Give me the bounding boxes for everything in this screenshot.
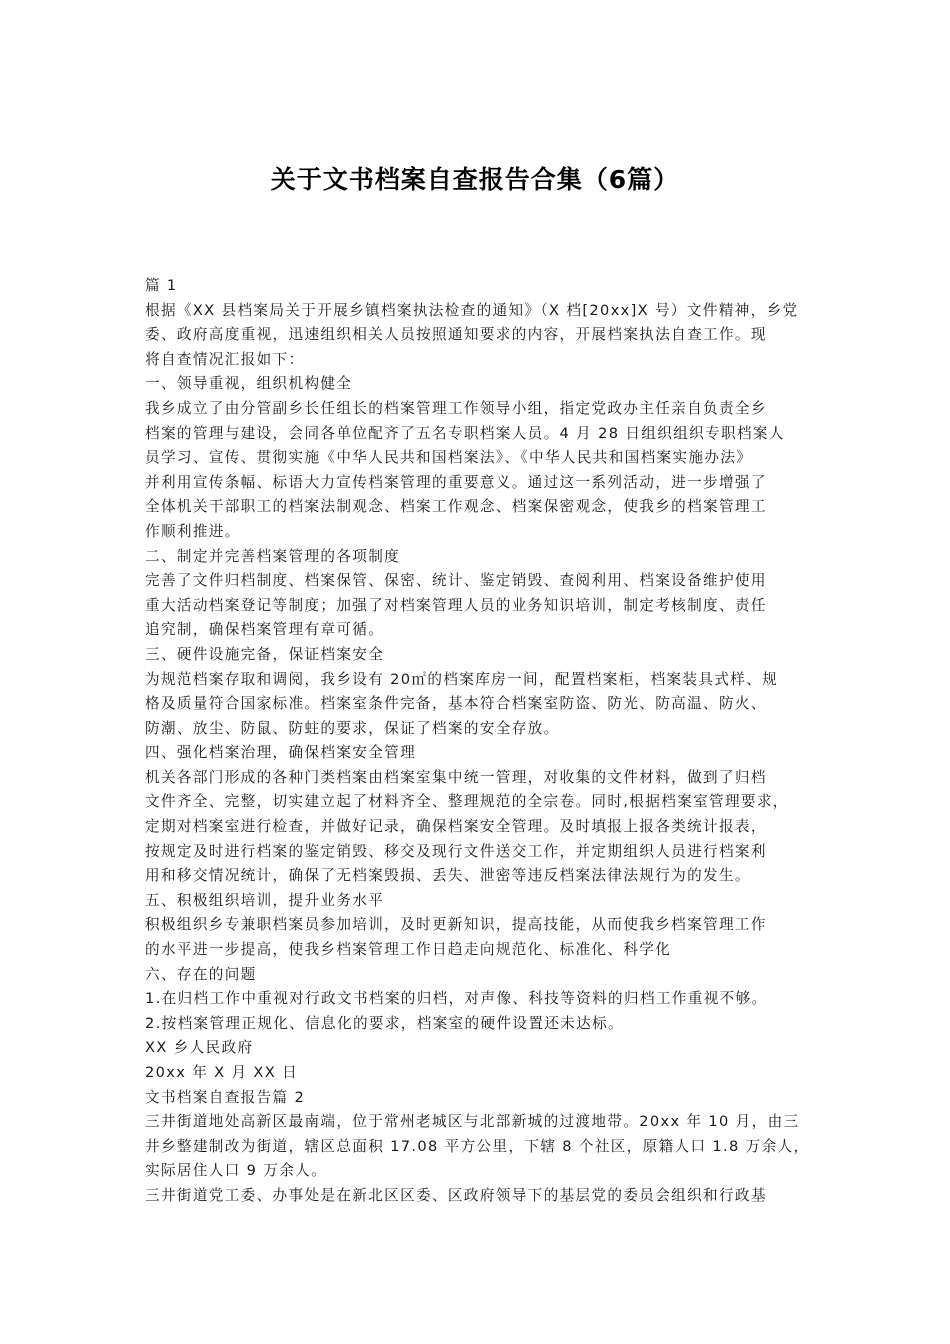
signature-date: 20xx 年 X 月 XX 日 bbox=[145, 1064, 299, 1081]
text-line: 档案的管理与建设，会同各单位配齐了五名专职档案人员。4 月 28 日组织组织专职档案人 bbox=[145, 424, 785, 442]
text-line: 实际居住人口 9 万余人。 bbox=[145, 1162, 328, 1180]
document-body bbox=[145, 274, 825, 1209]
document-title: 关于文书档案自查报告合集（6篇） bbox=[270, 165, 680, 194]
text-line: 定期对档案室进行检查，并做好记录，确保档案安全管理。及时填报上报各类统计报表， bbox=[145, 818, 767, 836]
text-line: 2.按档案管理正规化、信息化的要求，档案室的硬件设置还未达标。 bbox=[145, 1014, 624, 1032]
part-heading: 文书档案自查报告篇 2 bbox=[145, 1088, 306, 1106]
signature-org: XX 乡人民政府 bbox=[145, 1039, 254, 1057]
text-line: 用和移交情况统计，确保了无档案毁损、丢失、泄密等违反档案法律法规行为的发生。 bbox=[145, 867, 751, 885]
text-line: 的水平进一步提高，使我乡档案管理工作日趋走向规范化、标准化、科学化 bbox=[145, 941, 672, 959]
text-line: 格及质量符合国家标准。档案室条件完备，基本符合档案室防盗、防光、防高温、防火、 bbox=[145, 695, 767, 713]
text-line: 委、政府高度重视，迅速组织相关人员按照通知要求的内容，开展档案执法自查工作。现 bbox=[145, 326, 767, 344]
text-line: 并利用宣传条幅、标语大力宣传档案管理的重要意义。通过这一系列活动，进一步增强了 bbox=[145, 473, 767, 491]
text-line: 文件齐全、完整，切实建立起了材料齐全、整理规范的全宗卷。同时,根据档案室管理要求， bbox=[145, 793, 789, 811]
section-heading: 四、强化档案治理，确保档案安全管理 bbox=[145, 744, 417, 762]
text-line: 追究制，确保档案管理有章可循。 bbox=[145, 621, 385, 639]
text-line: 机关各部门形成的各种门类档案由档案室集中统一管理，对收集的文件材料，做到了归档 bbox=[145, 768, 767, 786]
section-heading: 二、制定并完善档案管理的各项制度 bbox=[145, 547, 401, 565]
text-line: 重大活动档案登记等制度；加强了对档案管理人员的业务知识培训，制定考核制度、责任 bbox=[145, 596, 767, 614]
text-line: 全体机关干部职工的档案法制观念、档案工作观念、档案保密观念，使我乡的档案管理工 bbox=[145, 498, 767, 516]
section-heading: 三、硬件设施完备，保证档案安全 bbox=[145, 645, 385, 663]
text-line: 为规范档案存取和调阅，我乡设有 20㎡的档案库房一间，配置档案柜，档案装具式样、规 bbox=[145, 670, 779, 688]
text-line: 三井街道党工委、办事处是在新北区区委、区政府领导下的基层党的委员会组织和行政基 bbox=[145, 1186, 767, 1204]
section-heading: 六、存在的问题 bbox=[145, 965, 257, 983]
text-line: 三井街道地处高新区最南端，位于常州老城区与北部新城的过渡地带。20xx 年 10 月，由三 bbox=[145, 1113, 800, 1131]
text-line: 1.在归档工作中重视对行政文书档案的归档，对声像、科技等资料的归档工作重视不够。 bbox=[145, 990, 768, 1008]
text-line: 员学习、宣传、贯彻实施《中华人民共和国档案法》、《中华人民共和国档案实施办法》 bbox=[145, 449, 753, 467]
text-line: 篇 1 bbox=[145, 277, 178, 294]
text-line: 积极组织乡专兼职档案员参加培训，及时更新知识，提高技能，从而使我乡档案管理工作 bbox=[145, 916, 767, 934]
text-line: 井乡整建制改为街道，辖区总面积 17.08 平方公里，下辖 8 个社区，原籍人口 1.8 万余人， bbox=[145, 1137, 810, 1155]
text-line: 将自查情况汇报如下： bbox=[145, 350, 305, 368]
text-line: 防潮、放尘、防鼠、防蛀的要求，保证了档案的安全存放。 bbox=[145, 719, 560, 737]
text-line: 我乡成立了由分管副乡长任组长的档案管理工作领导小组，指定党政办主任亲自负责全乡 bbox=[145, 399, 767, 417]
text-line: 完善了文件归档制度、档案保管、保密、统计、鉴定销毁、查阅利用、档案设备维护使用 bbox=[145, 572, 767, 590]
text-line: 作顺利推进。 bbox=[145, 522, 241, 540]
section-heading: 一、领导重视，组织机构健全 bbox=[145, 375, 353, 393]
text-line: 按规定及时进行档案的鉴定销毁、移交及现行文件送交工作，并定期组织人员进行档案利 bbox=[145, 842, 767, 860]
section-heading: 五、积极组织培训，提升业务水平 bbox=[145, 891, 385, 909]
text-line: 根据《XX 县档案局关于开展乡镇档案执法检查的通知》（X 档[20xx]X 号）文件精神，乡党 bbox=[145, 301, 799, 319]
